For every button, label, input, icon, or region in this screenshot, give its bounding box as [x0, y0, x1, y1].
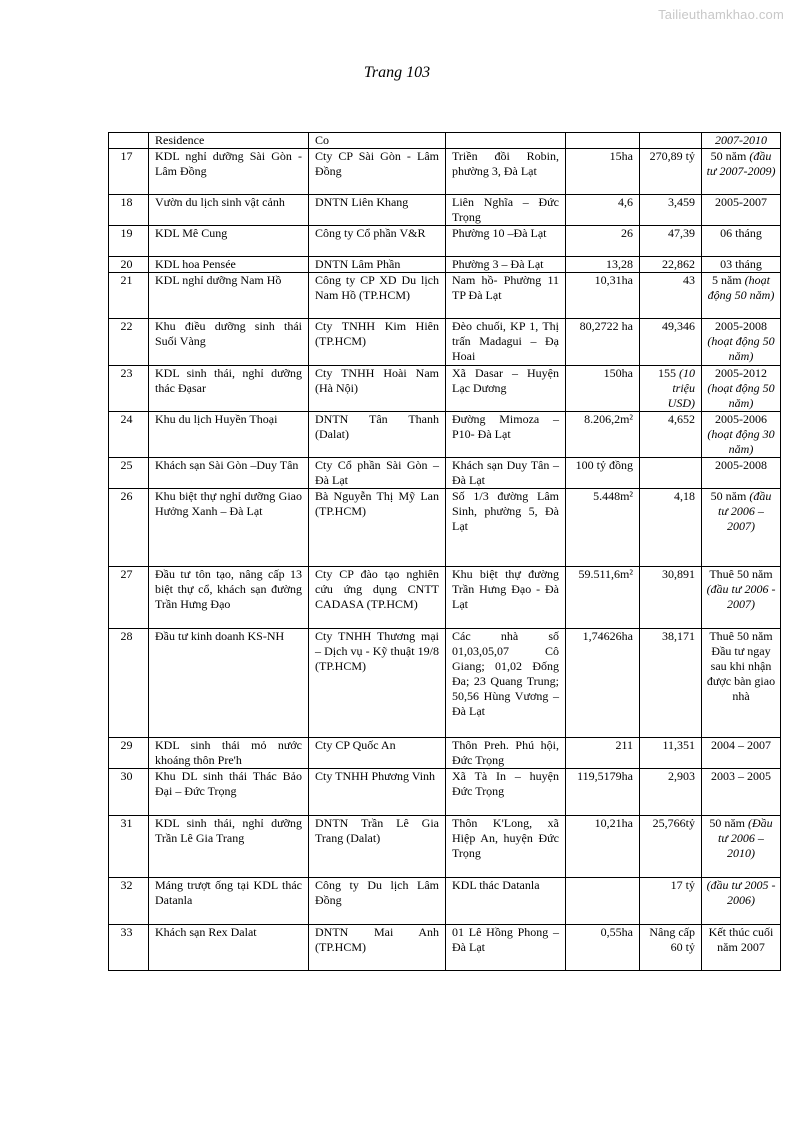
row-number-text: 17: [120, 149, 133, 163]
investor: [309, 489, 446, 567]
investor-text: Cty TNHH Hoài Nam (Hà Nội): [315, 366, 439, 395]
area-text: 10,31ha: [594, 273, 633, 287]
location: [446, 567, 566, 629]
project-name-text: KDL nghỉ dưỡng Nam Hồ: [155, 273, 282, 287]
area: [566, 195, 640, 226]
row-number-text: 27: [120, 567, 133, 581]
row-number-text: 20: [120, 257, 133, 271]
duration: [702, 319, 781, 366]
investor-text: Cty Cổ phần Sài Gòn – Đà Lạt: [315, 458, 439, 487]
capital: [640, 458, 702, 489]
project-name: [149, 567, 309, 629]
project-name-text: Đầu tư kinh doanh KS-NH: [155, 629, 285, 643]
row-number-text: 22: [120, 319, 133, 333]
project-name-text: KDL Mê Cung: [155, 226, 228, 240]
row-number-text: 21: [120, 273, 133, 287]
duration-text: 5 năm: [711, 273, 742, 287]
investor: [309, 273, 446, 319]
area: [566, 629, 640, 738]
row-number-text: 31: [120, 816, 133, 830]
table-row: [109, 458, 781, 489]
duration-note: (đầu tư 2006 – 2007): [718, 489, 772, 533]
row-number: [109, 257, 149, 273]
row-number: [109, 567, 149, 629]
area: [566, 257, 640, 273]
row-number-text: 24: [120, 412, 133, 426]
location: [446, 629, 566, 738]
table-row: [109, 738, 781, 769]
project-name: [149, 195, 309, 226]
duration: [702, 458, 781, 489]
capital: [640, 925, 702, 971]
capital: [640, 257, 702, 273]
duration-note: (Đầu tư 2006 – 2010): [718, 816, 773, 860]
investor-text: Cty CP đào tạo nghiên cứu ứng dụng CNTT CADASA (TP.HCM): [315, 567, 439, 611]
row-number-text: 23: [120, 366, 133, 380]
location-text: Triền đồi Robin, phường 3, Đà Lạt: [452, 149, 559, 178]
project-name: [149, 629, 309, 738]
table-row: [109, 489, 781, 567]
duration-text: 50 năm: [710, 489, 747, 503]
row-number: [109, 319, 149, 366]
project-name: [149, 273, 309, 319]
location: [446, 195, 566, 226]
investor: [309, 738, 446, 769]
header-cell: [446, 133, 566, 149]
project-name-text: KDL hoa Pensée: [155, 257, 236, 271]
duration-note: (hoạt động 50 năm): [707, 334, 775, 363]
capital: [640, 319, 702, 366]
area: [566, 878, 640, 925]
capital: [640, 226, 702, 257]
row-number-text: 25: [120, 458, 133, 472]
row-number: [109, 366, 149, 412]
project-name: [149, 489, 309, 567]
investor-text: Bà Nguyễn Thị Mỹ Lan (TP.HCM): [315, 489, 439, 518]
duration: [702, 489, 781, 567]
row-number-text: 19: [120, 226, 133, 240]
table-row: [109, 629, 781, 738]
project-name-text: Khách sạn Sài Gòn –Duy Tân: [155, 458, 299, 472]
row-number: [109, 226, 149, 257]
investor: [309, 366, 446, 412]
row-number: [109, 878, 149, 925]
project-name-text: Vườn du lịch sinh vật cảnh: [155, 195, 285, 209]
location: [446, 878, 566, 925]
capital-text: 49,346: [662, 319, 695, 333]
project-name-text: Khu biệt thự nghỉ dưỡng Giao Hưởng Xanh – Đà Lạt: [155, 489, 302, 518]
area-text: 80,2722 ha: [579, 319, 633, 333]
row-number: [109, 769, 149, 816]
location: [446, 319, 566, 366]
project-name: [149, 319, 309, 366]
location-text: Xã Dasar – Huyện Lạc Dương: [452, 366, 559, 395]
capital-text: 155: [658, 366, 676, 380]
duration-note: (đầu tư 2007-2009): [706, 149, 776, 178]
project-name: [149, 769, 309, 816]
header-cell: [640, 133, 702, 149]
area-text: 59.511,6m²: [578, 567, 633, 581]
duration-text: Thuê 50 năm: [709, 567, 773, 581]
project-name-text: Máng trượt ống tại KDL thác Datanla: [155, 878, 302, 907]
capital-text: 43: [683, 273, 695, 287]
area: [566, 816, 640, 878]
area: [566, 273, 640, 319]
investor: [309, 149, 446, 195]
table-row: [109, 769, 781, 816]
row-number-text: 26: [120, 489, 133, 503]
area: [566, 412, 640, 458]
area: [566, 925, 640, 971]
investor: [309, 458, 446, 489]
capital-text: 17 tỷ: [670, 878, 695, 892]
duration: [702, 769, 781, 816]
location-text: Khách sạn Duy Tân – Đà Lạt: [452, 458, 559, 487]
duration-note: (đầu tư 2006 - 2007): [706, 582, 776, 611]
area-text: 4,6: [618, 195, 633, 209]
header-cell: Co: [309, 133, 446, 149]
location: [446, 769, 566, 816]
location-text: Đường Mimoza – P10- Đà Lạt: [452, 412, 559, 441]
duration: [702, 878, 781, 925]
capital: [640, 366, 702, 412]
row-number: [109, 738, 149, 769]
row-number-text: 33: [120, 925, 133, 939]
capital-note: (10 triệu USD): [667, 366, 695, 410]
capital-text: 4,18: [674, 489, 695, 503]
location-text: Phường 10 –Đà Lạt: [452, 226, 547, 240]
investor-text: Cty CP Sài Gòn - Lâm Đồng: [315, 149, 439, 178]
duration: [702, 412, 781, 458]
duration: [702, 366, 781, 412]
location: [446, 489, 566, 567]
project-name: [149, 366, 309, 412]
capital: [640, 412, 702, 458]
duration-note: (hoạt động 50 năm): [707, 381, 775, 410]
investment-projects-table: [108, 132, 781, 971]
area: [566, 226, 640, 257]
investor: [309, 195, 446, 226]
capital-text: 30,891: [662, 567, 695, 581]
duration-note: (đầu tư 2005 - 2006): [706, 878, 776, 907]
watermark: Tailieuthamkhao.com: [658, 7, 784, 22]
table-row: [109, 412, 781, 458]
duration-text: 03 tháng: [720, 257, 762, 271]
location-text: Nam hồ- Phường 11 TP Đà Lạt: [452, 273, 559, 302]
project-name: [149, 226, 309, 257]
investor-text: DNTN Liên Khang: [315, 195, 409, 209]
location: [446, 412, 566, 458]
page-title: Trang 103: [363, 64, 431, 81]
location: [446, 257, 566, 273]
duration-text: 2004 – 2007: [711, 738, 771, 752]
table-row: [109, 925, 781, 971]
location: [446, 816, 566, 878]
table-header-row: [109, 133, 781, 149]
capital-text: 2,903: [668, 769, 695, 783]
location-text: Thôn Preh. Phú hội, Đức Trọng: [452, 738, 559, 767]
location-text: Khu biệt thự đường Trần Hưng Đạo - Đà Lạt: [452, 567, 559, 611]
project-name-text: Khu du lịch Huyền Thoại: [155, 412, 278, 426]
area-text: 100 tỷ đồng: [575, 458, 633, 472]
location: [446, 366, 566, 412]
capital-text: 25,766tỷ: [652, 816, 695, 830]
investor-text: Cty TNHH Phương Vinh: [315, 769, 436, 783]
capital: [640, 629, 702, 738]
project-name: [149, 738, 309, 769]
duration-note: (hoạt động 30 năm): [707, 427, 775, 456]
area: [566, 319, 640, 366]
area: [566, 769, 640, 816]
area: [566, 567, 640, 629]
duration: [702, 257, 781, 273]
duration-text: 50 năm: [710, 149, 747, 163]
capital: [640, 738, 702, 769]
investor-text: DNTN Trần Lê Gia Trang (Dalat): [315, 816, 439, 845]
area-text: 211: [615, 738, 633, 752]
project-name-text: Khách sạn Rex Dalat: [155, 925, 257, 939]
duration-note: (hoạt động 50 năm): [707, 273, 775, 302]
area: [566, 489, 640, 567]
project-name-text: KDL sinh thái, nghỉ dưỡng thác Đạsar: [155, 366, 302, 395]
location: [446, 226, 566, 257]
row-number-text: 30: [120, 769, 133, 783]
investor-text: Cty TNHH Thương mại – Dịch vụ - Kỹ thuật 19/8 (TP.HCM): [315, 629, 439, 673]
duration: [702, 149, 781, 195]
project-name-text: Đầu tư tôn tạo, nâng cấp 13 biệt thự cổ, khách sạn đường Trần Hưng Đạo: [155, 567, 302, 611]
project-name-text: KDL sinh thái, nghỉ dưỡng Trần Lê Gia Trang: [155, 816, 302, 845]
location: [446, 925, 566, 971]
investor: [309, 257, 446, 273]
table-row: [109, 149, 781, 195]
header-cell: 2007-2010: [702, 133, 781, 149]
row-number-text: 28: [120, 629, 133, 643]
row-number: [109, 458, 149, 489]
duration-text: Kết thúc cuối năm 2007: [708, 925, 774, 954]
capital: [640, 567, 702, 629]
project-name-text: Khu điều dưỡng sinh thái Suối Vàng: [155, 319, 302, 348]
area: [566, 149, 640, 195]
investor: [309, 816, 446, 878]
area-text: 1,74626ha: [582, 629, 633, 643]
area-text: 0,55ha: [600, 925, 633, 939]
investor: [309, 319, 446, 366]
duration: [702, 567, 781, 629]
table-row: [109, 226, 781, 257]
investor-text: Công ty CP XD Du lịch Nam Hồ (TP.HCM): [315, 273, 439, 302]
location-text: KDL thác Datanla: [452, 878, 540, 892]
capital: [640, 816, 702, 878]
capital: [640, 769, 702, 816]
project-name: [149, 816, 309, 878]
location-text: Số 1/3 đường Lâm Sinh, phường 5, Đà Lạt: [452, 489, 559, 533]
capital-text: 3,459: [668, 195, 695, 209]
row-number: [109, 489, 149, 567]
investor-text: Cty CP Quốc An: [315, 738, 396, 752]
duration: [702, 273, 781, 319]
table-row: [109, 273, 781, 319]
capital-text: 38,171: [662, 629, 695, 643]
area-text: 8.206,2m²: [584, 412, 633, 426]
area-text: 26: [621, 226, 633, 240]
investor: [309, 567, 446, 629]
project-name: [149, 925, 309, 971]
duration-text: 2005-2008: [715, 319, 767, 333]
capital-text: 270,89 tỷ: [649, 149, 695, 163]
project-name-text: KDL sinh thái mỏ nước khoáng thôn Pre'h: [155, 738, 302, 767]
table-row: [109, 319, 781, 366]
investor: [309, 629, 446, 738]
investor: [309, 769, 446, 816]
row-number-text: 32: [120, 878, 133, 892]
capital: [640, 149, 702, 195]
row-number-text: 29: [120, 738, 133, 752]
header-cell: [566, 133, 640, 149]
table-row: [109, 195, 781, 226]
row-number: [109, 195, 149, 226]
area-text: 119,5179ha: [577, 769, 633, 783]
duration-text: Thuê 50 năm Đầu tư ngay sau khi nhận được bàn giao nhà: [706, 629, 776, 703]
area-text: 150ha: [603, 366, 633, 380]
table-row: [109, 567, 781, 629]
project-name-text: KDL nghỉ dưỡng Sài Gòn - Lâm Đồng: [155, 149, 302, 178]
table-row: [109, 878, 781, 925]
row-number: [109, 925, 149, 971]
capital-text: 11,351: [662, 738, 695, 752]
project-name-text: Khu DL sinh thái Thác Bảo Đại – Đức Trọng: [155, 769, 302, 798]
location-text: Xã Tà In – huyện Đức Trọng: [452, 769, 559, 798]
location-text: 01 Lê Hồng Phong – Đà Lạt: [452, 925, 559, 954]
duration: [702, 738, 781, 769]
table-row: [109, 257, 781, 273]
project-name: [149, 257, 309, 273]
investor-text: Cty TNHH Kim Hiên (TP.HCM): [315, 319, 439, 348]
project-name: [149, 412, 309, 458]
header-cell: Residence: [149, 133, 309, 149]
area: [566, 738, 640, 769]
duration: [702, 226, 781, 257]
duration-text: 2005-2007: [715, 195, 767, 209]
location: [446, 738, 566, 769]
investor-text: Công ty Du lịch Lâm Đồng: [315, 878, 439, 907]
investor-text: DNTN Tân Thanh (Dalat): [315, 412, 439, 441]
project-name: [149, 878, 309, 925]
row-number: [109, 149, 149, 195]
table-row: [109, 816, 781, 878]
capital-text: 47,39: [668, 226, 695, 240]
investor-text: DNTN Mai Anh (TP.HCM): [315, 925, 439, 954]
row-number: [109, 273, 149, 319]
location-text: Thôn K'Long, xã Hiệp An, huyện Đức Trọng: [452, 816, 559, 860]
location: [446, 458, 566, 489]
duration-text: 2005-2008: [715, 458, 767, 472]
row-number: [109, 412, 149, 458]
area-text: 15ha: [609, 149, 633, 163]
duration: [702, 629, 781, 738]
table-row: [109, 366, 781, 412]
area-text: 13,28: [606, 257, 633, 271]
investor: [309, 925, 446, 971]
capital-text: 4,652: [668, 412, 695, 426]
location-text: Liên Nghĩa – Đức Trọng: [452, 195, 559, 224]
duration-text: 2003 – 2005: [711, 769, 771, 783]
duration: [702, 925, 781, 971]
area: [566, 366, 640, 412]
header-cell: [109, 133, 149, 149]
capital-text: Nâng cấp 60 tỷ: [649, 925, 695, 954]
project-name: [149, 149, 309, 195]
row-number: [109, 629, 149, 738]
capital: [640, 195, 702, 226]
location-text: Đèo chuối, KP 1, Thị trấn Madagui – Đạ Hoai: [452, 319, 559, 363]
capital-text: 22,862: [662, 257, 695, 271]
duration: [702, 816, 781, 878]
project-name: [149, 458, 309, 489]
area: [566, 458, 640, 489]
area-text: 10,21ha: [594, 816, 633, 830]
duration-text: 06 tháng: [720, 226, 762, 240]
duration: [702, 195, 781, 226]
capital: [640, 273, 702, 319]
row-number-text: 18: [120, 195, 133, 209]
investor-text: DNTN Lâm Phần: [315, 257, 401, 271]
investor: [309, 226, 446, 257]
location: [446, 273, 566, 319]
row-number: [109, 816, 149, 878]
investor: [309, 878, 446, 925]
location-text: Các nhà số 01,03,05,07 Cô Giang; 01,02 Đống Đa; 23 Quang Trung; 50,56 Hùng Vương – Đà Lạt: [452, 629, 559, 718]
investor-text: Công ty Cổ phần V&R: [315, 226, 426, 240]
capital: [640, 489, 702, 567]
area-text: 5.448m²: [593, 489, 633, 503]
location: [446, 149, 566, 195]
investor: [309, 412, 446, 458]
duration-text: 50 năm: [709, 816, 745, 830]
location-text: Phường 3 – Đà Lạt: [452, 257, 544, 271]
duration-text: 2005-2006: [715, 412, 767, 426]
capital: [640, 878, 702, 925]
duration-text: 2005-2012: [715, 366, 767, 380]
